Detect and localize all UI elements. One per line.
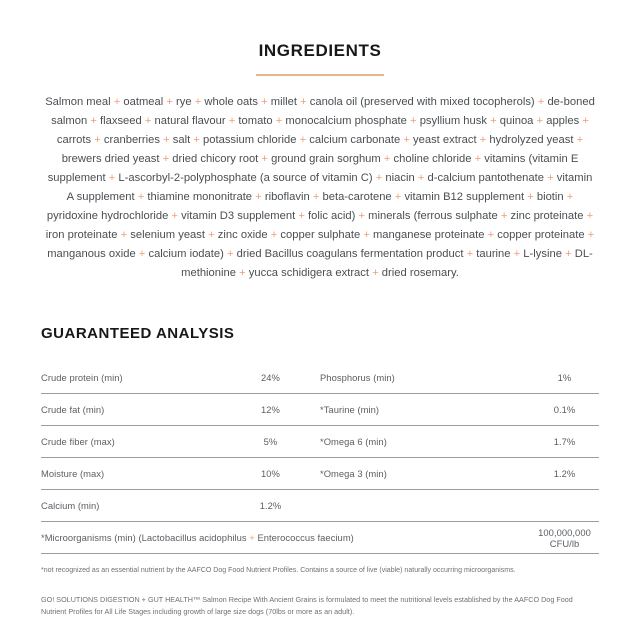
nutrient-value-left: 12% (221, 394, 320, 426)
title-divider-rule (256, 74, 384, 76)
nutrient-label-right: Phosphorus (min) (320, 362, 530, 394)
ingredient-separator-plus: + (208, 228, 215, 241)
ingredient-separator-plus: + (137, 190, 145, 203)
ingredient-separator-plus: + (138, 247, 146, 260)
aafco-disclaimer: GO! SOLUTIONS DIGESTION + GUT HEALTH™ Salmon Recipe With Ancient Grains is formulated to meet the nutritional levels established by the AAFCO Dog Food Nutrient Profiles for All Life Stages including growth of large size dogs (70lbs or more as an adult). (41, 595, 573, 616)
ingredient-separator-plus: + (171, 209, 179, 222)
ingredient-separator-plus: + (394, 190, 402, 203)
nutrient-value-right: 0.1% (530, 394, 599, 426)
ingredient-separator-plus: + (490, 115, 497, 128)
table-row-microorganisms (41, 522, 599, 554)
guaranteed-analysis-heading: GUARANTEED ANALYSIS (41, 325, 235, 343)
nutrient-label-left: Crude fat (min) (41, 394, 221, 426)
ingredient-separator-plus: + (500, 209, 508, 222)
ingredient-separator-plus: + (587, 228, 595, 241)
nutrient-label-left: Crude protein (min) (41, 362, 221, 394)
ingredient-separator-plus: + (403, 134, 410, 147)
ingredient-separator-plus: + (410, 115, 417, 128)
ingredient-separator-plus: + (363, 228, 370, 241)
ingredient-separator-plus: + (537, 96, 545, 109)
ingredient-separator-plus: + (565, 247, 572, 260)
ingredient-separator-plus: + (249, 532, 255, 544)
nutrient-label-left: Moisture (max) (41, 458, 221, 490)
ingredient-separator-plus: + (226, 247, 234, 260)
nutrient-label-left: Calcium (min) (41, 490, 221, 522)
nutrient-value-right: 1.2% (530, 458, 599, 490)
ingredient-separator-plus: + (239, 266, 246, 279)
ingredient-separator-plus: + (375, 172, 383, 184)
ingredient-separator-plus: + (261, 153, 268, 166)
ingredients-list-text: Salmon meal + oatmeal + rye + whole oats + millet + canola oil (preserved with mixed tocopherols) + de-boned salmon + flaxseed + natural flavour + tomato + monocalcium phosphate + psyllium husk + quinoa + apples + carrots + cranberries + salt + potassium chloride + calcium carbonate + yeast extract + hydrolyzed yeast + brewers dried yeast + dried chicory root + ground grain sorghum + choline chloride + vitamins (vitamin E supplement + L-ascorbyl-2-polyphosphate (a source of vitamin C) + niacin + d-calcium pantothenate + vitamin A supplement + thiamine mononitrate + riboflavin + beta-carotene + vitamin B12 supplement + biotin + pyridoxine hydrochloride + vitamin D3 supplement + folic acid) + minerals (ferrous sulphate + zinc proteinate + iron proteinate + selenium yeast + zinc oxide + copper sulphate + manganese proteinate + copper proteinate + manganous oxide + calcium iodate) + dried Bacillus coagulans fermentation product + taurine + L-lysine + DL-methionine + yucca schidigera extract + dried rosemary. (45, 96, 595, 279)
ingredient-separator-plus: + (358, 209, 366, 222)
ingredient-separator-plus: + (487, 228, 495, 241)
ingredient-separator-plus: + (474, 153, 482, 166)
guaranteed-analysis-table (41, 362, 599, 554)
ingredient-separator-plus: + (194, 96, 202, 109)
table-row (41, 458, 599, 490)
ingredient-separator-plus: + (163, 134, 170, 147)
ingredient-separator-plus: + (312, 190, 320, 203)
table-row (41, 394, 599, 426)
ingredient-separator-plus: + (566, 190, 574, 203)
ingredient-separator-plus: + (547, 172, 554, 184)
nutrient-label-right: *Taurine (min) (320, 394, 530, 426)
nutrient-label-right (320, 490, 530, 522)
microorganisms-label: *Microorganisms (min) (Lactobacillus acidophilus + Enterococcus faecium) (41, 522, 530, 554)
nutrient-value-right: 1% (530, 362, 599, 394)
nutrient-label-left: Crude fiber (max) (41, 426, 221, 458)
ingredients-heading: INGREDIENTS (258, 41, 382, 61)
ingredient-separator-plus: + (582, 115, 589, 128)
ingredient-separator-plus: + (228, 115, 236, 128)
ingredients-section (0, 30, 640, 282)
table-row (41, 490, 599, 522)
ingredient-separator-plus: + (466, 247, 474, 260)
ingredient-separator-plus: + (90, 115, 97, 128)
nutrient-value-left: 10% (221, 458, 320, 490)
nutrient-value-right (530, 490, 599, 522)
nutrient-value-left: 5% (221, 426, 320, 458)
ingredient-separator-plus: + (275, 115, 283, 128)
ingredient-separator-plus: + (479, 134, 487, 147)
ingredient-separator-plus: + (255, 190, 262, 203)
ingredient-separator-plus: + (536, 115, 544, 128)
ingredient-separator-plus: + (300, 96, 307, 109)
ingredient-separator-plus: + (193, 134, 200, 147)
ingredient-separator-plus: + (94, 134, 101, 147)
nutrient-value-left: 1.2% (221, 490, 320, 522)
table-row (41, 362, 599, 394)
ingredient-separator-plus: + (299, 134, 307, 147)
ingredient-separator-plus: + (576, 134, 584, 147)
ingredient-separator-plus: + (417, 172, 425, 184)
ingredient-separator-plus: + (527, 190, 534, 203)
ingredient-separator-plus: + (162, 153, 170, 166)
ingredient-separator-plus: + (113, 96, 121, 109)
ingredient-separator-plus: + (383, 153, 391, 166)
ingredient-separator-plus: + (120, 228, 128, 241)
ingredient-separator-plus: + (166, 96, 173, 109)
nutrient-label-right: *Omega 6 (min) (320, 426, 530, 458)
nutrient-value-right: 1.7% (530, 426, 599, 458)
microorganisms-value: 100,000,000 CFU/lb (530, 522, 599, 554)
nutrient-footnote: *not recognized as an essential nutrient by the AAFCO Dog Food Nutrient Profiles. Contains a source of live (viable) naturally occurring microorganisms. (41, 567, 516, 575)
nutrient-value-left: 24% (221, 362, 320, 394)
ingredient-separator-plus: + (372, 266, 379, 279)
nutrient-label-right: *Omega 3 (min) (320, 458, 530, 490)
guaranteed-analysis-section (41, 313, 599, 625)
ingredient-separator-plus: + (270, 228, 278, 241)
ingredient-separator-plus: + (298, 209, 305, 222)
ingredient-separator-plus: + (108, 172, 116, 184)
ingredient-separator-plus: + (513, 247, 521, 260)
ingredient-separator-plus: + (586, 209, 594, 222)
table-row (41, 426, 599, 458)
ingredient-separator-plus: + (261, 96, 268, 109)
ingredient-separator-plus: + (144, 115, 152, 128)
